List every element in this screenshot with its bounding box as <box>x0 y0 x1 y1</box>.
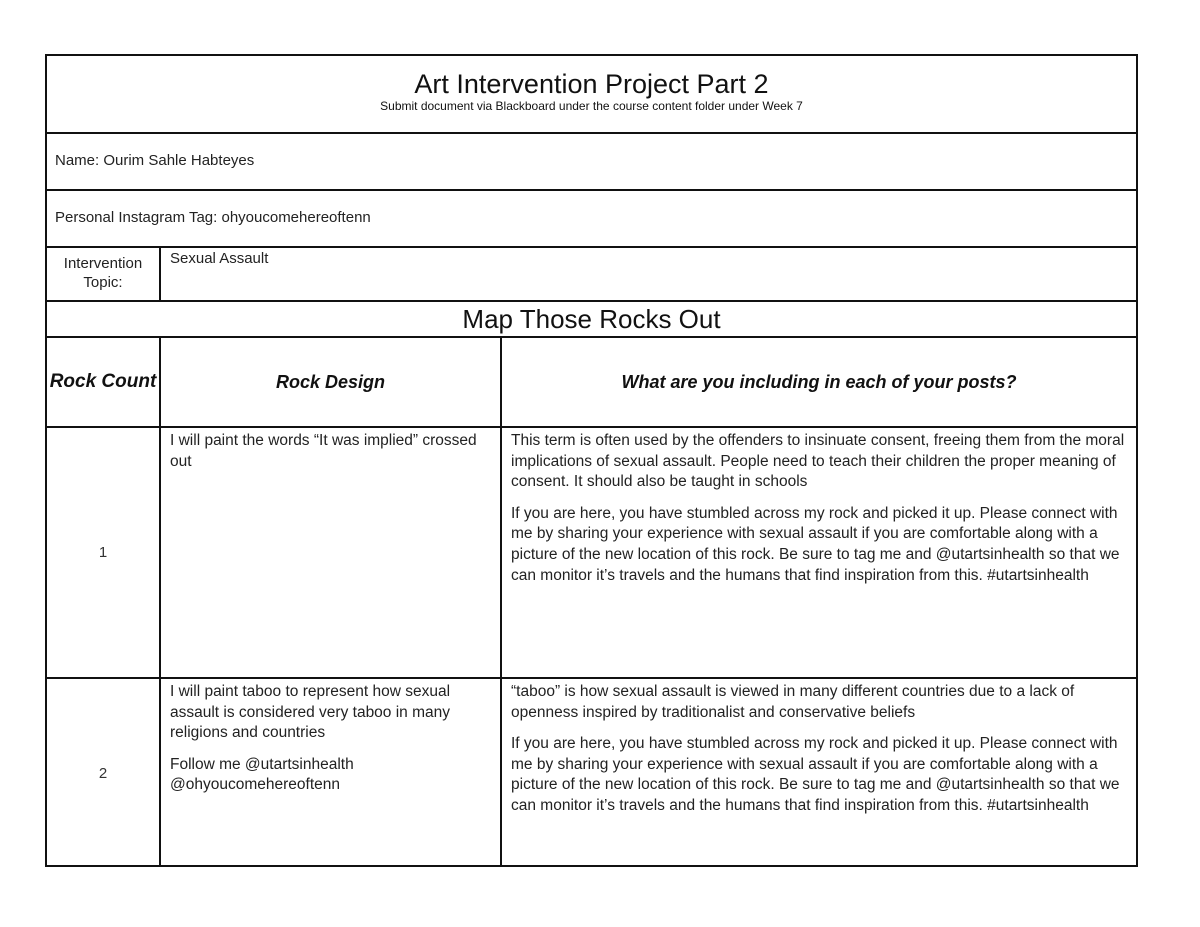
post-text: “taboo” is how sexual assault is viewed in many different countries due to a lack of openness inspired by traditionalist and conservative beliefs <box>511 683 1075 721</box>
rock-count-cell: 1 <box>47 428 161 677</box>
posts-cell[interactable] <box>502 679 1136 867</box>
topic-row <box>47 248 1136 302</box>
posts-cell[interactable] <box>502 428 1136 677</box>
topic-label: Intervention Topic: <box>47 248 161 300</box>
rock-count-cell: 2 <box>47 679 161 867</box>
post-text: If you are here, you have stumbled across my rock and picked it up. Please connect with me by sharing your experience with sexual assault if you are comfortable along with a picture of the new location of this rock. Be sure to tag me and @utartsinhealth so that we can monitor it’s travels and the humans that find inspiration from this. #utartsinhealth <box>511 735 1120 814</box>
assignment-sheet <box>45 54 1138 867</box>
table-row <box>47 679 1136 867</box>
post-text: This term is often used by the offenders to insinuate consent, freeing them from the moral implications of sexual assault. People need to teach their children the proper meaning of consent. It should also be taught in schools <box>511 432 1125 491</box>
rock-design-text: I will paint taboo to represent how sexual assault is considered very taboo in many religions and countries <box>170 683 451 742</box>
name-field[interactable]: Name: Ourim Sahle Habteyes <box>55 152 255 169</box>
column-header-rock-count: Rock Count <box>47 338 161 426</box>
post-text: If you are here, you have stumbled across my rock and picked it up. Please connect with me by sharing your experience with sexual assault if you are comfortable along with a picture of the new location of this rock. Be sure to tag me and @utartsinhealth so that we can monitor it’s travels and the humans that find inspiration from this. #utartsinhealth <box>511 504 1120 584</box>
section-title-row <box>47 302 1136 338</box>
page-title: Art Intervention Project Part 2 <box>414 69 769 99</box>
title-section <box>47 56 1136 134</box>
table-header-row <box>47 338 1136 428</box>
table-row <box>47 428 1136 679</box>
section-title: Map Those Rocks Out <box>462 304 721 334</box>
rock-design-cell[interactable] <box>161 679 502 867</box>
column-header-rock-design: Rock Design <box>161 338 502 426</box>
name-row <box>47 134 1136 191</box>
topic-value[interactable]: Sexual Assault <box>170 250 269 267</box>
instagram-row <box>47 191 1136 248</box>
instagram-tag-field[interactable]: Personal Instagram Tag: ohyoucomehereoftenn <box>55 209 371 226</box>
rock-design-text: I will paint the words “It was implied” crossed out <box>170 432 477 470</box>
rock-design-cell[interactable] <box>161 428 502 677</box>
page-subtitle: Submit document via Blackboard under the course content folder under Week 7 <box>380 99 803 113</box>
column-header-posts: What are you including in each of your posts? <box>621 372 1017 392</box>
rock-design-text: Follow me @utartsinhealth @ohyoucomehereoftenn <box>170 755 354 794</box>
